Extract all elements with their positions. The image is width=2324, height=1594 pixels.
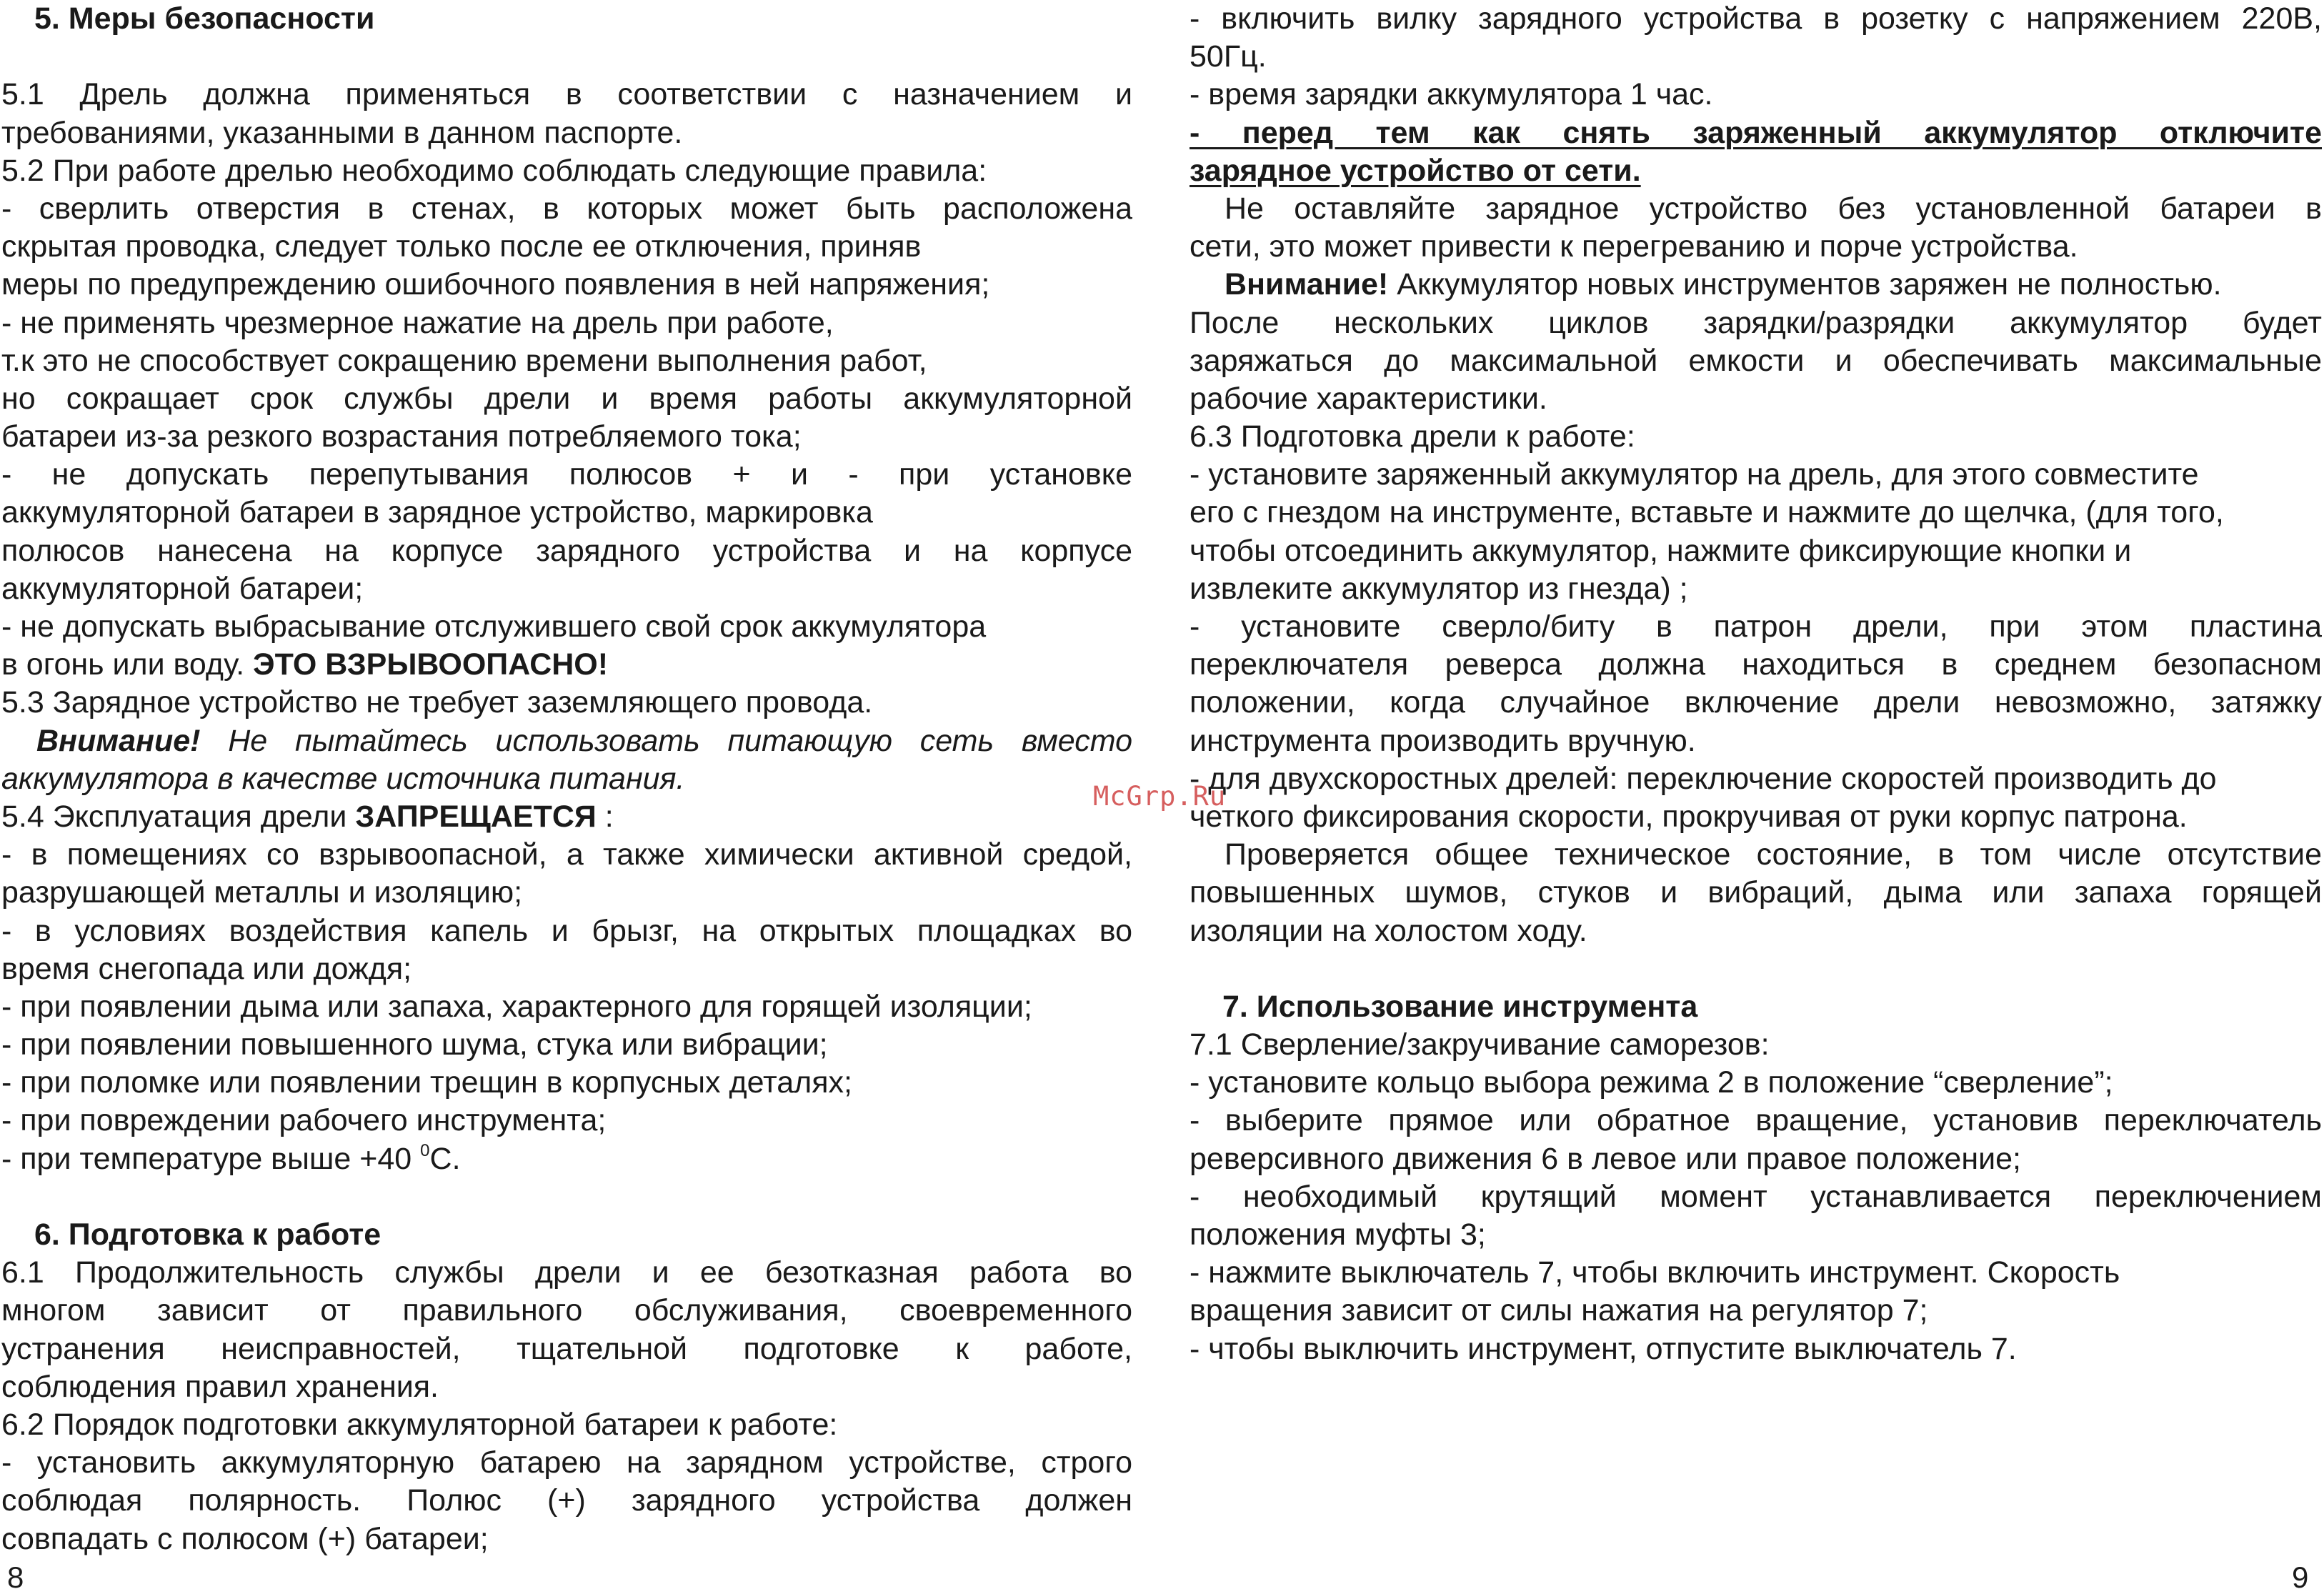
text-span: 5.4 Эксплуатация дрели bbox=[1, 799, 356, 834]
paragraph-line bbox=[1, 798, 1132, 836]
paragraph-line: совпадать с полюсом (+) батареи; bbox=[1, 1521, 489, 1556]
paragraph-line: - установите сверло/биту в патрон дрели, при этом пластина bbox=[1190, 609, 2322, 644]
paragraph-line: - в помещениях со взрывоопасной, а также химически активной средой, bbox=[1, 837, 1132, 872]
paragraph-line: После нескольких циклов зарядки/разрядки аккумулятор будет bbox=[1190, 305, 2322, 340]
section-5-heading: 5. Меры безопасности bbox=[34, 1, 375, 36]
text-span: : bbox=[596, 799, 614, 834]
section-7-heading: 7. Использование инструмента bbox=[1222, 989, 1698, 1024]
paragraph-line: - включить вилку зарядного устройства в розетку с напряжением 220В, bbox=[1190, 1, 2322, 36]
paragraph-line: чтобы отсоединить аккумулятор, нажмите фиксирующие кнопки и bbox=[1190, 533, 2132, 568]
paragraph-line: разрушающей металлы и изоляцию; bbox=[1, 875, 523, 910]
attention-text: Не пытайтесь использовать питающую сеть вместо bbox=[200, 723, 1132, 758]
attention-line: аккумулятора в качестве источника питания. bbox=[1, 761, 685, 796]
right-page-column bbox=[1190, 0, 2322, 1368]
paragraph-line: соблюдения правил хранения. bbox=[1, 1369, 439, 1404]
paragraph-line: изоляции на холостом ходу. bbox=[1190, 913, 1587, 948]
text-span: С. bbox=[429, 1141, 461, 1176]
paragraph-line: 6.3 Подготовка дрели к работе: bbox=[1190, 419, 1635, 454]
watermark: McGrp.Ru bbox=[1093, 781, 1227, 812]
paragraph-line: 6.1 Продолжительность службы дрели и ее безотказная работа во bbox=[1, 1255, 1132, 1290]
paragraph-line: - при повреждении рабочего инструмента; bbox=[1, 1103, 607, 1138]
paragraph-line: четкого фиксирования скорости, прокручивая от руки корпус патрона. bbox=[1190, 799, 2188, 834]
paragraph-line: 5.3 Зарядное устройство не требует заземляющего провода. bbox=[1, 685, 873, 720]
text-span: в огонь или воду. bbox=[1, 647, 254, 682]
paragraph-line bbox=[1, 1140, 1132, 1178]
paragraph-line: реверсивного движения 6 в левое или правое положение; bbox=[1190, 1141, 2021, 1176]
paragraph-line: 5.1 Дрель должна применяться в соответствии с назначением и bbox=[1, 77, 1132, 112]
paragraph-line: 50Гц. bbox=[1190, 39, 1267, 74]
paragraph-line: - при появлении дыма или запаха, характерного для горящей изоляции; bbox=[1, 989, 1032, 1024]
paragraph-line: - при поломке или появлении трещин в корпусных деталях; bbox=[1, 1065, 853, 1100]
paragraph-line: - при появлении повышенного шума, стука или вибрации; bbox=[1, 1027, 828, 1062]
forbidden-text: ЗАПРЕЩАЕТСЯ bbox=[355, 799, 597, 834]
paragraph-line: 6.2 Порядок подготовки аккумуляторной батареи к работе: bbox=[1, 1407, 838, 1442]
left-page-column bbox=[1, 0, 1132, 1558]
paragraph-line: извлеките аккумулятор из гнезда) ; bbox=[1190, 571, 1688, 606]
page-number-left: 8 bbox=[7, 1560, 24, 1594]
attention-line bbox=[1190, 266, 2322, 304]
paragraph-line: соблюдая полярность. Полюс (+) зарядного устройства должен bbox=[1, 1483, 1132, 1518]
paragraph-line: - нажмите выключатель 7, чтобы включить инструмент. Скорость bbox=[1190, 1255, 2120, 1290]
page-number-right: 9 bbox=[2292, 1560, 2309, 1594]
paragraph-line: - не допускать перепутывания полюсов + и - при установке bbox=[1, 457, 1132, 492]
paragraph-line: его с гнездом на инструменте, вставьте и нажмите до щелчка, (для того, bbox=[1190, 495, 2224, 530]
attention-line bbox=[1, 722, 1132, 760]
paragraph-line bbox=[1, 646, 1132, 684]
paragraph-line: - для двухскоростных дрелей: переключение скоростей производить до bbox=[1190, 761, 2217, 796]
paragraph-line: меры по предупреждению ошибочного появления в ней напряжения; bbox=[1, 267, 990, 302]
paragraph-line: заряжаться до максимальной емкости и обеспечивать максимальные bbox=[1190, 343, 2322, 378]
paragraph-line: - время зарядки аккумулятора 1 час. bbox=[1190, 77, 1713, 112]
section-6-heading: 6. Подготовка к работе bbox=[34, 1217, 381, 1252]
paragraph-line: положения муфты 3; bbox=[1190, 1217, 1486, 1252]
paragraph-line: т.к это не способствует сокращению времени выполнения работ, bbox=[1, 343, 927, 378]
attention-label: Внимание! bbox=[36, 723, 201, 758]
paragraph-line: 7.1 Сверление/закручивание саморезов: bbox=[1190, 1027, 1770, 1062]
paragraph-line: 5.2 При работе дрелью необходимо соблюдать следующие правила: bbox=[1, 153, 987, 188]
paragraph-line: батареи из-за резкого возрастания потребляемого тока; bbox=[1, 419, 802, 454]
paragraph-line: - не допускать выбрасывание отслужившего свой срок аккумулятора bbox=[1, 609, 987, 644]
paragraph-line: - чтобы выключить инструмент, отпустите выключатель 7. bbox=[1190, 1331, 2017, 1366]
paragraph-line: время снегопада или дождя; bbox=[1, 951, 412, 986]
paragraph-line: многом зависит от правильного обслуживания, своевременного bbox=[1, 1293, 1132, 1328]
paragraph-line: скрытая проводка, следует только после ее отключения, приняв bbox=[1, 229, 922, 264]
paragraph-line: - выберите прямое или обратное вращение, установив переключатель bbox=[1190, 1103, 2322, 1138]
attention-label: Внимание! bbox=[1225, 267, 1389, 302]
warning-line: зарядное устройство от сети. bbox=[1190, 153, 1641, 188]
paragraph-line: аккумуляторной батареи в зарядное устройство, маркировка bbox=[1, 495, 873, 530]
paragraph-line: Проверяется общее техническое состояние, в том числе отсутствие bbox=[1225, 837, 2322, 872]
paragraph-line: - установить аккумуляторную батарею на зарядном устройстве, строго bbox=[1, 1445, 1132, 1480]
attention-text: Аккумулятор новых инструментов заряжен не полностью. bbox=[1388, 267, 2222, 302]
degree-superscript: 0 bbox=[420, 1140, 430, 1160]
paragraph-line: - в условиях воздействия капель и брызг, на открытых площадках во bbox=[1, 913, 1132, 948]
paragraph-line: рабочие характеристики. bbox=[1190, 381, 1547, 416]
paragraph-line: - установите кольцо выбора режима 2 в положение “сверление”; bbox=[1190, 1065, 2113, 1100]
paragraph-line: но сокращает срок службы дрели и время работы аккумуляторной bbox=[1, 381, 1132, 416]
paragraph-line: сети, это может привести к перегреванию и порче устройства. bbox=[1190, 229, 2078, 264]
spacer bbox=[1190, 950, 2322, 988]
warning-text: ЭТО ВЗРЫВООПАСНО! bbox=[253, 647, 609, 682]
paragraph-line: требованиями, указанными в данном паспорте. bbox=[1, 115, 683, 150]
paragraph-line: - сверлить отверстия в стенах, в которых может быть расположена bbox=[1, 191, 1132, 226]
paragraph-line: переключателя реверса должна находиться в среднем безопасном bbox=[1190, 647, 2322, 682]
paragraph-line: Не оставляйте зарядное устройство без установленной батареи в bbox=[1225, 191, 2322, 226]
paragraph-line: устранения неисправностей, тщательной подготовке к работе, bbox=[1, 1331, 1132, 1366]
paragraph-line: инструмента производить вручную. bbox=[1190, 723, 1696, 758]
paragraph-line: аккумуляторной батареи; bbox=[1, 571, 364, 606]
paragraph-line: - не применять чрезмерное нажатие на дрель при работе, bbox=[1, 305, 834, 340]
paragraph-line: - необходимый крутящий момент устанавливается переключением bbox=[1190, 1179, 2322, 1214]
paragraph-line: полюсов нанесена на корпусе зарядного устройства и на корпусе bbox=[1, 533, 1132, 568]
paragraph-line: - установите заряженный аккумулятор на дрель, для этого совместите bbox=[1190, 457, 2199, 492]
spacer bbox=[1, 1178, 1132, 1216]
text-span: - при температуре выше +40 bbox=[1, 1141, 421, 1176]
spacer bbox=[1, 38, 1132, 76]
warning-line: - перед тем как снять заряженный аккумулятор отключите bbox=[1190, 115, 2322, 150]
paragraph-line: вращения зависит от силы нажатия на регулятор 7; bbox=[1190, 1293, 1928, 1328]
paragraph-line: повышенных шумов, стуков и вибраций, дыма или запаха горящей bbox=[1190, 875, 2322, 910]
paragraph-line: положении, когда случайное включение дрели невозможно, затяжку bbox=[1190, 685, 2322, 720]
